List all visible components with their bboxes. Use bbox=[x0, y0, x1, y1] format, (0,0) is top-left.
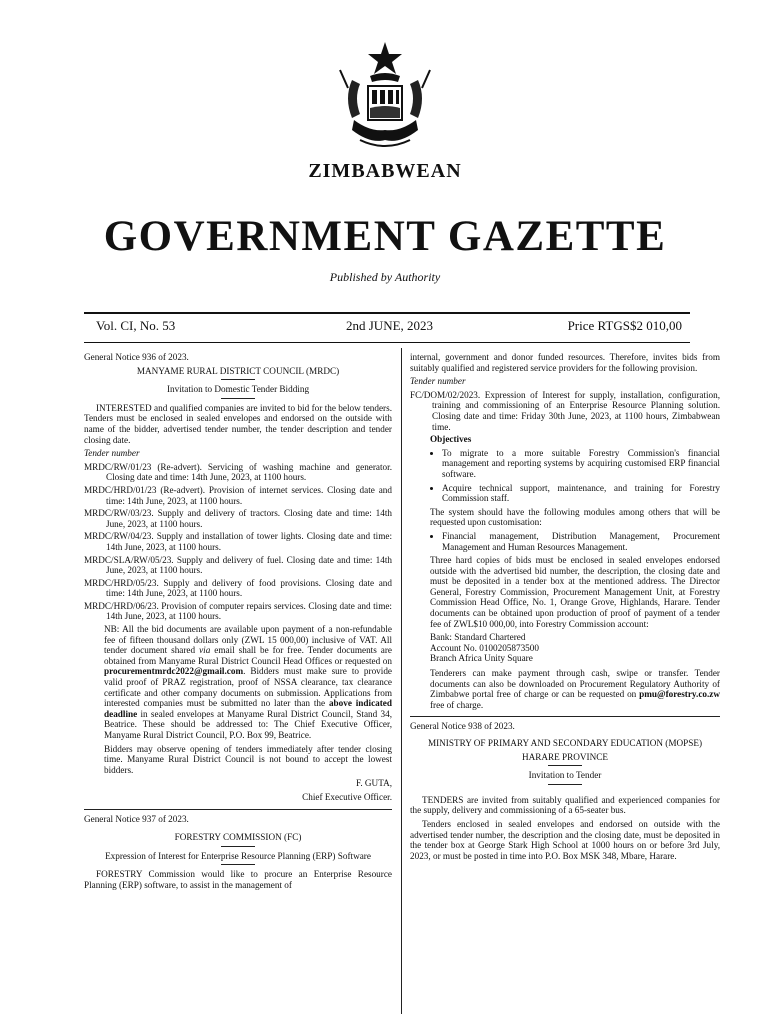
notice-number: General Notice 938 of 2023. bbox=[410, 721, 515, 732]
section-rule bbox=[410, 716, 720, 717]
objectives-list bbox=[410, 448, 720, 504]
tender-item: MRDC/RW/01/23 (Re-advert). Servicing of washing machine and generator. Closing date and time: 14th June, 2023, at 1100 hours. bbox=[84, 461, 392, 483]
divider bbox=[548, 784, 582, 785]
bank-details bbox=[430, 632, 720, 664]
deadline-emphasis: above indicated deadline bbox=[104, 698, 392, 719]
tender-item: MRDC/SLA/RW/05/23. Supply and delivery of fuel. Closing date and time: 14th June, 2023, at 1100 hours. bbox=[84, 554, 392, 576]
notice-number: General Notice 937 of 2023. bbox=[84, 813, 189, 824]
bank-line: Account No. 0100205873500 bbox=[430, 642, 539, 653]
nb-text: in sealed envelopes at Manyame Rural District Council, Stand 34, Beatrice. These should be addressed to: The Chief Executive Officer, Manyame Rural District Council, P.O. Box 99, Beatrice. bbox=[104, 708, 393, 740]
divider bbox=[548, 765, 582, 766]
notice-intro: INTERESTED and qualified companies are invited to bid for the below tenders. Tenders must be enclosed in sealed envelopes and endorsed on the outside with name of the bidder, advertised tender number, the tender description and tender closing date. bbox=[84, 402, 392, 445]
gazette-title: GOVERNMENT GAZETTE bbox=[103, 213, 667, 260]
payment-text: Tenderers can make payment through cash, swipe or transfer. Tender documents can also be downloaded on Procurement Regulatory Authority of Zimbabwe portal free of charge or can be requested on bbox=[430, 668, 720, 700]
list-item: • Financial management, Distribution Management, Procurement Management and Human Resources Management. bbox=[442, 531, 720, 552]
gazette-subtitle: Published by Authority bbox=[329, 270, 441, 284]
nb-text: NB: All the bid documents are available upon payment of a non-refundable fee of fifteen thousand dollars only (ZWL 15 000,00) inclusive of VAT. All tender document shared bbox=[104, 624, 392, 656]
bank-line: Bank: Standard Chartered bbox=[430, 632, 526, 643]
bank-line: Branch Africa Unity Square bbox=[430, 653, 533, 664]
tender-item: MRDC/HRD/06/23. Provision of computer repairs services. Closing date and time: 14th June, 2023, at 1100 hours. bbox=[84, 600, 392, 622]
notice-paragraph: Tenders enclosed in sealed envelopes and endorsed on outside with the advertised tender number, the description and the closing date, must be deposited in the tender box at George Stark High School at 1000 hours on or before 3rd July, 2023, or must be posted in time into P.O. Box MSK 348, Mbare, Harare. bbox=[410, 818, 720, 861]
issue-price: Price RTGS$2 010,00 bbox=[567, 318, 682, 333]
notice-continuation: internal, government and donor funded resources. Therefore, invites bids from suitably qualified and registered service providers for the following provision. bbox=[410, 352, 720, 373]
tender-item: MRDC/RW/03/23. Supply and delivery of tractors. Closing date and time: 14th June, 2023, at 1100 hours. bbox=[84, 508, 392, 529]
signatory-name: F. GUTA, bbox=[355, 778, 392, 789]
gazette-country: ZIMBABWEAN bbox=[308, 160, 462, 182]
submission-paragraph: Three hard copies of bids must be enclosed in sealed envelopes endorsed outside with the advertised bid number, the description, the closing date and must be deposited in a tender box at the mentioned address. The Director General, Forestry Commission, Procurement Management Unit, at Forestry Commission Head Office, No. 1, Orange Grove, Highlands, Harare. Tender documents can be obtained upon production of proof of payment of a tender fee of ZWL$10 000,00, into Forestry Commission account: bbox=[430, 555, 720, 629]
nb-text: . Bidders must make sure to provide valid proof of PRAZ registration, proof of NSSA clearance, tax clearance certificate and other company documents on submission. Applications from interested companies must be submitted no later than the bbox=[104, 666, 392, 709]
nb-paragraph-2: Bidders may observe opening of tenders immediately after tender closing time. Manyame Rural District Council is not bound to accept the lowest bidders. bbox=[104, 743, 392, 775]
notice-organisation: FORESTRY COMMISSION (FC) bbox=[174, 832, 302, 843]
nb-text: email shall be for free. Tender documents are obtained from Manyame Rural District Council Head Offices or requested on bbox=[104, 645, 392, 666]
divider bbox=[221, 379, 255, 380]
tender-item: FC/DOM/02/2023. Expression of Interest for supply, installation, configuration, training and commissioning of an Enterprise Resource Planning solution. Closing date and time: Friday 30th June, 2023, at 1100 hours, Zimbabwean time. bbox=[410, 389, 720, 432]
notice-heading: Invitation to Tender bbox=[528, 770, 602, 781]
notice-heading: Expression of Interest for Enterprise Resource Planning (ERP) Software bbox=[105, 850, 371, 861]
modules-section bbox=[410, 507, 720, 528]
tender-item: MRDC/RW/04/23. Supply and installation of tower lights. Closing date and time: 14th June, 2023, at 1100 hours. bbox=[84, 531, 392, 552]
right-column bbox=[410, 352, 720, 864]
nb-paragraph bbox=[104, 624, 392, 741]
contact-email: procurementmrdc2022@gmail.com bbox=[104, 666, 244, 677]
notice-heading: Invitation to Domestic Tender Bidding bbox=[166, 384, 310, 395]
issue-date: 2nd JUNE, 2023 bbox=[346, 318, 434, 333]
contact-email: pmu@forestry.co.zw bbox=[639, 689, 720, 700]
volume-number: Vol. CI, No. 53 bbox=[96, 318, 176, 333]
signatory-title: Chief Executive Officer. bbox=[302, 791, 392, 802]
notice-organisation: MINISTRY OF PRIMARY AND SECONDARY EDUCATION (MOPSE) bbox=[427, 738, 703, 748]
section-rule bbox=[84, 809, 392, 810]
modules-intro: The system should have the following modules among others that will be requested upon customisation: bbox=[430, 506, 720, 528]
tender-number-label: Tender number bbox=[84, 448, 140, 459]
divider bbox=[221, 864, 255, 865]
column-divider bbox=[401, 348, 402, 1014]
notice-intro: FORESTRY Commission would like to procure an Enterprise Resource Planning (ERP) software, to assist in the management of bbox=[84, 869, 392, 890]
list-item: • To migrate to a more suitable Forestry Commission's financial management and reporting systems by acquiring customised ERP financial software. bbox=[442, 448, 720, 480]
payment-paragraph bbox=[430, 668, 720, 710]
divider bbox=[221, 398, 255, 399]
tender-number-label: Tender number bbox=[410, 376, 466, 387]
modules-list bbox=[410, 531, 720, 552]
masthead-bottom-rule bbox=[84, 342, 690, 343]
nb-via: via bbox=[199, 645, 211, 656]
masthead bbox=[84, 318, 690, 338]
payment-text: free of charge. bbox=[430, 699, 484, 710]
notice-organisation: MANYAME RURAL DISTRICT COUNCIL (MRDC) bbox=[136, 365, 340, 376]
left-column bbox=[84, 352, 392, 894]
nb-section bbox=[84, 624, 392, 803]
masthead-top-rule bbox=[84, 312, 690, 314]
objectives-section bbox=[410, 434, 720, 445]
notice-province: HARARE PROVINCE bbox=[521, 751, 608, 762]
notice-paragraph: TENDERS are invited from suitably qualified and experienced companies for the supply, delivery and commissioning of a 65-seater bus. bbox=[410, 794, 720, 816]
coat-of-arms-icon bbox=[330, 40, 440, 155]
tender-item: MRDC/HRD/05/23. Supply and delivery of food provisions. Closing date and time: 14th June, 2023, at 1100 hours. bbox=[84, 577, 392, 599]
objectives-label: Objectives bbox=[430, 434, 472, 445]
list-item: • Acquire technical support, maintenance, and training for Forestry Commission staff. bbox=[442, 483, 720, 504]
notice-number: General Notice 936 of 2023. bbox=[84, 352, 189, 362]
divider bbox=[221, 846, 255, 847]
tender-item: MRDC/HRD/01/23 (Re-advert). Provision of internet services. Closing date and time: 14th June, 2023, at 1100 hours. bbox=[84, 484, 392, 506]
submission-section bbox=[410, 555, 720, 710]
